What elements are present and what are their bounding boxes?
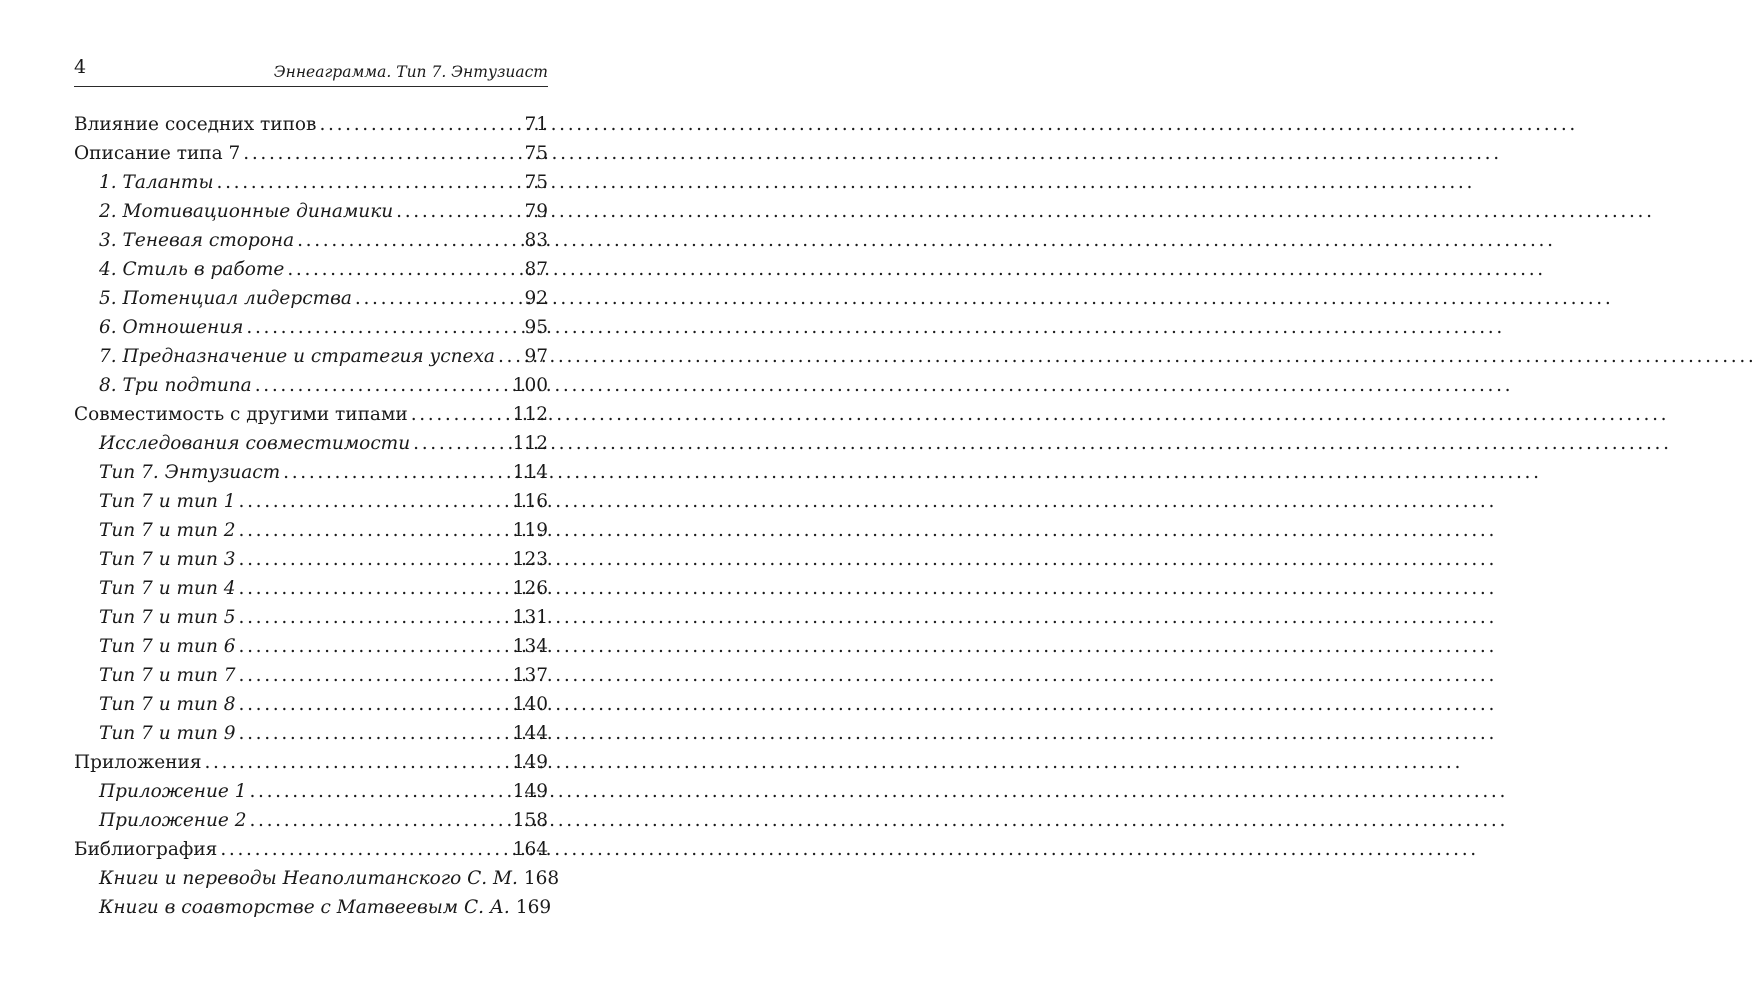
toc-entry: [74, 313, 548, 342]
toc-entry-page: 100: [512, 375, 548, 396]
toc-entry-page: 119: [512, 520, 548, 541]
toc-entry-title: Тип 7. Энтузиаст: [99, 462, 281, 483]
toc-entry-page: 87: [524, 259, 548, 280]
page-number: 4: [74, 56, 87, 78]
toc-entry-title: Тип 7 и тип 2: [99, 520, 236, 541]
dot-leader: [246, 313, 521, 342]
toc-entry-page: 95: [524, 317, 548, 338]
toc-entry-page: 123: [512, 549, 548, 570]
dot-leader: [319, 110, 521, 139]
toc-entry: [74, 226, 548, 255]
toc-entry-page: 79: [524, 201, 548, 222]
toc-entry-page: 134: [512, 636, 548, 657]
toc-entry-title: Тип 7 и тип 7: [99, 665, 236, 686]
running-title: Эннеаграмма. Тип 7. Энтузиаст: [273, 63, 548, 81]
toc-entry-title: 7. Предназначение и стратегия успеха: [99, 346, 495, 367]
toc-entry-title: 4. Стиль в работе: [99, 259, 285, 280]
toc-entry: [74, 400, 548, 429]
toc-entry-title: Тип 7 и тип 6: [99, 636, 236, 657]
toc-entry: [74, 371, 548, 400]
dot-leader: [239, 574, 510, 603]
toc-entry: [74, 777, 548, 806]
toc-entry-title: Совместимость с другими типами: [74, 404, 408, 425]
dot-leader: [239, 719, 510, 748]
toc-entry-page: 169: [515, 897, 552, 918]
toc-entry-title: Тип 7 и тип 1: [99, 491, 236, 512]
toc-entry-page: 114: [512, 462, 548, 483]
toc-entry-page: 140: [512, 694, 548, 715]
toc-entry-title: Приложения: [74, 752, 202, 773]
toc-entry: [74, 110, 548, 139]
toc-entry-page: 158: [512, 810, 548, 831]
toc-entry: [74, 255, 548, 284]
dot-leader: [297, 226, 521, 255]
dot-leader: [239, 545, 510, 574]
toc-entry-page: 164: [512, 839, 548, 860]
dot-leader: [396, 197, 521, 226]
toc-entry-page: 144: [512, 723, 548, 744]
toc-entry-title: 5. Потенциал лидерства: [99, 288, 352, 309]
toc-entry-title: Книги в соавторстве с Матвеевым С. А.: [99, 897, 510, 918]
toc-entry-page: 97: [524, 346, 548, 367]
toc-entry: [74, 690, 548, 719]
toc-entry: [74, 864, 560, 893]
table-of-contents: [74, 110, 560, 922]
toc-entry: [74, 719, 548, 748]
dot-leader: [220, 835, 509, 864]
toc-entry-title: Описание типа 7: [74, 143, 241, 164]
toc-entry-page: 126: [512, 578, 548, 599]
toc-entry-page: 131: [512, 607, 548, 628]
toc-entry-page: 112: [512, 433, 548, 454]
toc-entry-page: 116: [512, 491, 548, 512]
toc-entry-title: Тип 7 и тип 8: [99, 694, 236, 715]
toc-entry-title: 8. Три подтипа: [99, 375, 252, 396]
toc-entry: [74, 487, 548, 516]
dot-leader: [250, 777, 510, 806]
toc-entry: [74, 284, 548, 313]
toc-entry-page: 168: [523, 868, 560, 889]
toc-entry-title: Исследования совместимости: [99, 433, 411, 454]
toc-entry-title: Влияние соседних типов: [74, 114, 317, 135]
toc-entry-title: Книги и переводы Неаполитанского С. М.: [99, 868, 518, 889]
dot-leader: [287, 255, 521, 284]
dot-leader: [239, 603, 510, 632]
toc-entry-page: 137: [512, 665, 548, 686]
dot-leader: [239, 661, 510, 690]
dot-leader: [239, 487, 510, 516]
toc-entry-title: 3. Теневая сторона: [99, 230, 295, 251]
toc-entry-title: 2. Мотивационные динамики: [99, 201, 394, 222]
toc-entry-page: 83: [524, 230, 548, 251]
toc-entry-page: 149: [512, 752, 548, 773]
dot-leader: [355, 284, 522, 313]
toc-entry: [74, 458, 548, 487]
dot-leader: [239, 690, 510, 719]
toc-entry: [74, 835, 548, 864]
toc-entry-page: 112: [512, 404, 548, 425]
toc-entry-title: 6. Отношения: [99, 317, 244, 338]
dot-leader: [243, 139, 521, 168]
dot-leader: [255, 371, 510, 400]
toc-entry-title: Тип 7 и тип 5: [99, 607, 236, 628]
dot-leader: [283, 458, 510, 487]
dot-leader: [498, 342, 521, 371]
toc-entry-title: Тип 7 и тип 9: [99, 723, 236, 744]
dot-leader: [411, 400, 510, 429]
toc-entry: [74, 661, 548, 690]
toc-entry: [74, 603, 548, 632]
toc-entry: [74, 168, 548, 197]
dot-leader: [239, 632, 510, 661]
dot-leader: [250, 806, 510, 835]
toc-entry-title: 1. Таланты: [99, 172, 214, 193]
toc-entry-title: Тип 7 и тип 4: [99, 578, 236, 599]
toc-entry: [74, 574, 548, 603]
toc-entry: [74, 429, 548, 458]
toc-entry-page: 149: [512, 781, 548, 802]
toc-entry: [74, 197, 548, 226]
toc-entry-page: 71: [524, 114, 548, 135]
toc-entry: [74, 748, 548, 777]
toc-entry-title: Приложение 2: [99, 810, 247, 831]
toc-entry-title: Тип 7 и тип 3: [99, 549, 236, 570]
toc-entry-page: 75: [524, 172, 548, 193]
toc-entry: [74, 342, 548, 371]
dot-leader: [217, 168, 522, 197]
toc-entry: [74, 893, 552, 922]
toc-entry-page: 92: [524, 288, 548, 309]
toc-entry: [74, 806, 548, 835]
toc-entry: [74, 139, 548, 168]
toc-entry: [74, 545, 548, 574]
toc-entry: [74, 516, 548, 545]
toc-entry-title: Библиография: [74, 839, 218, 860]
toc-entry: [74, 632, 548, 661]
toc-entry-page: 75: [524, 143, 548, 164]
dot-leader: [413, 429, 510, 458]
toc-entry-title: Приложение 1: [99, 781, 247, 802]
page-header: [74, 58, 548, 87]
dot-leader: [205, 748, 510, 777]
dot-leader: [239, 516, 510, 545]
